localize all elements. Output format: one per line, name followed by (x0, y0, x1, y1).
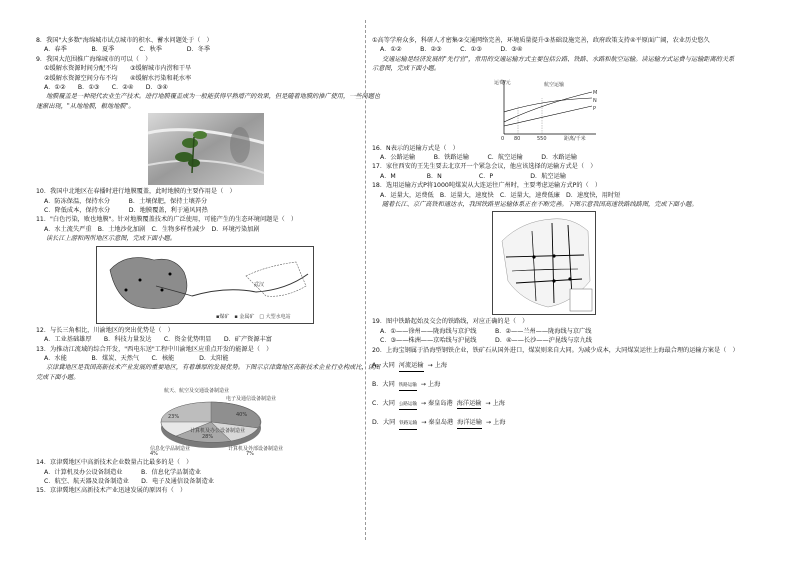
pie-label-4: 计算机及外部设备制造业 (228, 446, 284, 453)
route-option-a (372, 361, 738, 371)
question-19-options-cd: C．③——株洲——京哈线与沪昆线 D．④——长沙——沪昆线与京九线 (380, 337, 592, 345)
question-18: 18．选用运输方式P将1000吨煤炭从大连运往广州时，主要考虑运输方式P的（ ） (372, 182, 602, 190)
graph-tick-0: 0 (501, 135, 505, 142)
route-c-mode-2: 海洋运输 (457, 399, 482, 409)
question-16: 16．N表示的运输方式是（ ） (372, 144, 459, 152)
pie-label-0: 航天、航空及交通设备制造业 (164, 388, 230, 395)
question-13-options: A．水能 B．煤炭、天然气 C．核能 D．太阳能 (44, 354, 229, 362)
question-8: 8．我国"大多数"海绵城市试点城市的积水、蓄水问题处于（ ） (36, 37, 213, 44)
graph-tick-550: 550 (537, 135, 547, 142)
question-10-options-cd: C．降低成本，保持水分 D．地膜覆盖，利于通风同热 (44, 207, 208, 215)
route-c-mode: 公路运输 (399, 400, 417, 410)
pie-label-1: 电子及通信设备制造业 (226, 396, 277, 403)
question-14: 14．京津冀地区中高新技术企业数量占比最多的是（ ） (36, 459, 193, 467)
passage-mulch-film: 地膜覆盖是一种现代农业生产技术。进行地膜覆盖成为一般能获得早熟增产的效果，但是随着地膜的推广使用，一些问题也逐渐出现，"从地地膜，粮地地膜"。 (36, 93, 381, 110)
route-d-mode: 铁路运输 (399, 419, 417, 429)
route-c-port: 秦皇岛港 (427, 399, 453, 407)
pie-pct-3: 4% (150, 451, 158, 458)
pie-label-2: 计算机及办公设备制造业 (190, 428, 246, 435)
left-column (36, 36, 383, 496)
question-13: 13．为推动江流域的综合开发，"西电东送"工程中川渝地区应重点开发的能源是（ ） (36, 345, 273, 353)
route-d-arrow-1: → (421, 419, 427, 427)
route-option-d (372, 418, 738, 429)
route-d-end: 上海 (493, 419, 506, 427)
question-15-options: A．①② B．②③ C．①③ D．③④ (380, 46, 523, 54)
route-c-arrow-2: → (485, 399, 491, 407)
question-14-options-cd: C．航空、航天器及设备制造业 D．电子及通信设备制造业 (44, 477, 214, 485)
route-option-b (372, 380, 738, 391)
pie-pct-4: 7% (246, 451, 254, 458)
route-c-end: 上海 (492, 399, 505, 407)
question-9-item-a: ①缓解水资源时间分配不均 ③缓解城市内涝和干旱 (44, 65, 192, 73)
question-10-options-ab: A．防冻保温，保持水分 B．土壤保肥，保持土壤养分 (44, 197, 208, 205)
question-16-options: A．公路运输 B．铁路运输 C．航空运输 D．水路运输 (380, 154, 577, 162)
graph-y-label: 运费/元 (494, 79, 511, 86)
graph-series-n: N (593, 97, 597, 104)
question-9: 9．我国大范围推广海绵城市的可以（ ） (36, 55, 152, 63)
question-19-options-ab: A．①——徐州——陇海线与京沪线 B．②——兰州——陇海线与京广线 (380, 327, 592, 335)
graph-x-label: 距离/千米 (564, 135, 586, 142)
question-11: 11．"白色污染，败也地膜"。针对地膜覆盖技术的广泛使用，可能产生的生态环境问题是（ ） (36, 216, 298, 224)
pie-pct-1: 40% (236, 412, 248, 419)
freight-cost-graph (492, 76, 602, 142)
industry-pie-chart (146, 384, 284, 458)
question-9-options: A．①② B．①③ C．②④ D．③④ (44, 84, 168, 92)
passage-jingjinji: 京津冀地区是我国高新技术产业发展的重要地区，有着雄厚的发展优势。下图示京津冀地区高新技术企业行业构成比，读图完成下面小题。 (36, 364, 381, 381)
passage-transport: 交通运输是经济发展的"先行官"，常用的交通运输方式主要包括公路、铁路、水路和航空运输。读运输方式运费与运输距离的关系示意图，完成下面小题。 (372, 55, 735, 73)
railway-map (492, 211, 596, 315)
question-12: 12．与长三角相比，川渝地区的突出优势是（ ） (36, 326, 174, 334)
route-d-port: 秦皇岛港 (428, 419, 454, 427)
route-b-mode: 铁路运输 (399, 381, 417, 391)
right-column (372, 36, 738, 430)
question-10: 10．我国中北地区在春播时进行地膜覆盖，此时地膜的主要作用是（ ） (36, 188, 236, 196)
question-17-options: A．M B．N C．P D．航空运输 (380, 172, 566, 180)
passage-yangtze: 读长江上游和两所地区示意图，完成下面小题。 (46, 235, 176, 243)
question-20: 20．上海宝钢属于沿海型钢铁企业，铁矿石从国外进口，煤炭则来自大同。为减少成本，大同煤炭运往上海最合理的运输方案是（ ） (372, 346, 739, 354)
route-b-start: B．大同 (372, 380, 395, 388)
route-d-start: D．大同 (372, 419, 396, 427)
question-14-options-ab: A．计算机及办公设备制造业 B．信息化学品制造业 (44, 468, 201, 476)
question-9-item-b: ②缓解水资源空间分布不均 ④缓解水污染和耗水率 (44, 74, 192, 82)
graph-title: 航空运输 (544, 81, 565, 88)
sichuan-chongqing-map (96, 246, 314, 324)
question-15: 15．京津冀地区高新技术产业迅速发展的原因有（ ） (36, 487, 187, 495)
route-d-arrow-2: → (485, 419, 492, 427)
route-option-c (372, 399, 738, 410)
route-a-start: A．大同 (372, 362, 395, 370)
pie-label-3: 信息化学品制造业 (150, 446, 191, 453)
route-c-start: C．大同 (372, 399, 395, 407)
graph-series-p: P (593, 105, 597, 112)
question-17: 17．家住西安的王先生要去北京开一个紧急会议，他应该选择的运输方式是（ ） (372, 163, 597, 171)
route-d-mode-2: 海洋运输 (457, 418, 482, 428)
pie-pct-2: 28% (202, 434, 214, 441)
route-a-mode: 河流运输 (399, 361, 424, 371)
graph-tick-80: 80 (514, 135, 521, 142)
route-c-arrow-1: → (420, 399, 427, 407)
map-legend: ▪煤矿 ▪ 金属矿 □ 大型水电站 (216, 313, 291, 320)
route-b-end: 上海 (427, 380, 441, 388)
question-12-options: A．工业基础雄厚 B．科技力量发达 C．资金优势明显 D．矿产资源丰富 (44, 336, 272, 344)
question-15-items: ①高等学府众多，科研人才密集②交通网络完善，环境质量提升③基础设施完善，政府政策支持④平原面广阔，农业历史悠久 (372, 37, 710, 44)
graph-series-m: M (593, 89, 598, 96)
question-8-options: A．春季 B．夏季 C．秋季 D．冬季 (44, 46, 211, 54)
question-11-options: A．水土流失严重 B．土地沙化加剧 C．生物多样性减少 D．环境污染加剧 (44, 225, 260, 233)
route-a-end: 上海 (434, 362, 448, 370)
passage-railway: 随着长江、京广高铁和通达水，我国铁路里运输体系正在不断完善。下图示意我国高速铁路线路图，完成下面小题。 (382, 201, 698, 209)
map-city-label: 武汉 (254, 281, 265, 288)
plant-photo (148, 113, 264, 185)
question-18-options: A．运量大，运费低 B．运量大，速度快 C．运量大，速费低廉 D．速度快，用时短 (380, 191, 621, 199)
route-a-arrow: → (427, 362, 433, 370)
route-b-arrow: → (420, 380, 426, 388)
question-19: 19．图中铁路起始及交会的铁路线，对应正确的是（ ） (372, 318, 529, 326)
pie-pct-0: 23% (168, 414, 180, 421)
